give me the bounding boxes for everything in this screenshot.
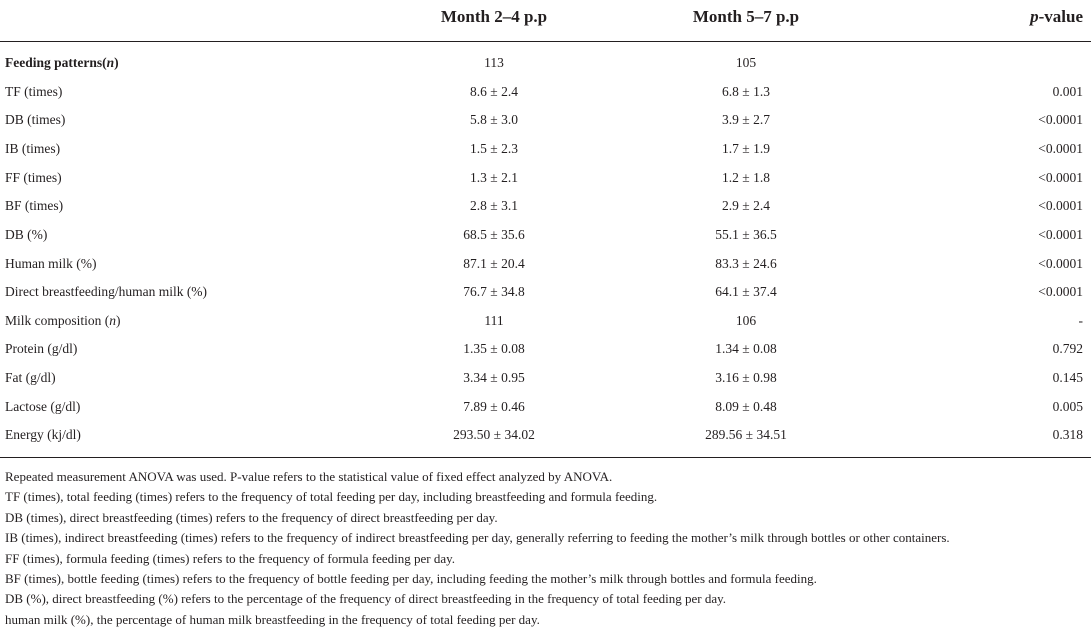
header-month-5-7: Month 5–7 p.p: [692, 7, 800, 26]
row-p-value: <0.0001: [1038, 141, 1083, 156]
row-value-2-4: 293.50 ± 34.02: [453, 427, 535, 442]
row-label: FF (times): [5, 170, 62, 185]
row-label: Fat (g/dl): [5, 370, 56, 385]
row-value-2-4: 5.8 ± 3.0: [470, 112, 518, 127]
footnote: DB (times), direct breastfeeding (times) refers to the frequency of direct breastfeeding per day.: [5, 509, 498, 525]
table-row: [0, 52, 1091, 74]
footnote: human milk (%), the percentage of human milk breastfeeding in the frequency of total feeding per day.: [5, 611, 540, 627]
row-value-5-7: 1.7 ± 1.9: [722, 141, 770, 156]
row-value-2-4: 111: [484, 313, 504, 328]
table-row: [0, 424, 1091, 446]
row-label-tail: ): [116, 313, 121, 328]
table-row: [0, 81, 1091, 103]
row-value-2-4: 8.6 ± 2.4: [470, 84, 518, 99]
footer-rule: [0, 457, 1091, 458]
footnote: TF (times), total feeding (times) refers to the frequency of total feeding per day, including breastfeeding and formula feeding.: [5, 489, 658, 505]
table-row: [0, 195, 1091, 217]
row-label: BF (times): [5, 198, 64, 213]
row-label-main: Feeding patterns(: [5, 55, 107, 70]
row-p-value: <0.0001: [1038, 256, 1083, 271]
row-label: [5, 310, 121, 332]
row-value-5-7: 105: [735, 55, 757, 70]
table-row: [0, 338, 1091, 360]
row-value-5-7: 289.56 ± 34.51: [705, 427, 787, 442]
row-p-value: <0.0001: [1038, 198, 1083, 213]
header-p-value: [1030, 2, 1083, 32]
table-row: [0, 367, 1091, 389]
footnote: DB (%), direct breastfeeding (%) refers to the percentage of the frequency of direct breastfeeding in the frequency of total feeding per day.: [5, 591, 727, 607]
header-p-rest: -value: [1038, 7, 1083, 26]
row-value-5-7: 8.09 ± 0.48: [715, 399, 777, 414]
row-p-value: <0.0001: [1038, 227, 1083, 242]
row-value-5-7: 1.2 ± 1.8: [722, 170, 770, 185]
row-value-2-4: 1.35 ± 0.08: [463, 341, 525, 356]
row-value-2-4: 1.3 ± 2.1: [470, 170, 518, 185]
row-label: Protein (g/dl): [5, 341, 78, 356]
row-label-main: Milk composition (: [5, 313, 110, 328]
table-header: [0, 2, 1091, 32]
row-label: DB (%): [5, 227, 48, 242]
row-value-2-4: 76.7 ± 34.8: [463, 284, 525, 299]
table-row: [0, 167, 1091, 189]
table-row: [0, 224, 1091, 246]
row-value-5-7: 2.9 ± 2.4: [722, 198, 770, 213]
footnote: BF (times), bottle feeding (times) refers to the frequency of bottle feeding per day, including feeding the mother’s milk through bottles and formula feeding.: [5, 571, 817, 587]
row-value-5-7: 6.8 ± 1.3: [722, 84, 770, 99]
row-value-2-4: 113: [484, 55, 504, 70]
row-label: DB (times): [5, 112, 66, 127]
table-row: [0, 396, 1091, 418]
row-label: [5, 52, 119, 74]
header-rule: [0, 41, 1091, 42]
row-value-5-7: 3.16 ± 0.98: [715, 370, 777, 385]
footnote: Repeated measurement ANOVA was used. P-value refers to the statistical value of fixed effect analyzed by ANOVA.: [5, 469, 613, 484]
footnote: FF (times), formula feeding (times) refers to the frequency of formula feeding per day.: [5, 550, 456, 566]
row-value-5-7: 3.9 ± 2.7: [722, 112, 770, 127]
row-label: Direct breastfeeding/human milk (%): [5, 284, 208, 299]
row-value-2-4: 1.5 ± 2.3: [470, 141, 518, 156]
footnote: IB (times), indirect breastfeeding (times) refers to the frequency of indirect breastfeeding per day, generally referring to feeding the mother’s milk through bottles or other containers.: [5, 530, 950, 546]
row-p-value: 0.318: [1052, 427, 1083, 442]
table-row: [0, 253, 1091, 275]
table-row: [0, 138, 1091, 160]
row-label: TF (times): [5, 84, 63, 99]
row-label: IB (times): [5, 141, 61, 156]
row-label: Energy (kj/dl): [5, 427, 81, 442]
row-label: Human milk (%): [5, 256, 97, 271]
row-value-2-4: 68.5 ± 35.6: [463, 227, 525, 242]
table-row: [0, 281, 1091, 303]
header-p-italic: p: [1030, 7, 1039, 26]
table-row: [0, 109, 1091, 131]
row-label-italic: n: [106, 55, 115, 70]
row-p-value: -: [1078, 313, 1083, 328]
row-p-value: 0.792: [1052, 341, 1083, 356]
row-p-value: <0.0001: [1038, 284, 1083, 299]
row-p-value: <0.0001: [1038, 112, 1083, 127]
header-month-2-4: Month 2–4 p.p: [440, 7, 548, 26]
row-value-5-7: 55.1 ± 36.5: [715, 227, 777, 242]
row-value-5-7: 83.3 ± 24.6: [715, 256, 777, 271]
table-row: [0, 310, 1091, 332]
row-label-tail: ): [114, 55, 119, 70]
row-p-value: 0.001: [1052, 84, 1083, 99]
row-value-2-4: 3.34 ± 0.95: [463, 370, 525, 385]
row-value-5-7: 106: [735, 313, 757, 328]
row-value-5-7: 1.34 ± 0.08: [715, 341, 777, 356]
row-value-2-4: 2.8 ± 3.1: [470, 198, 518, 213]
row-value-5-7: 64.1 ± 37.4: [715, 284, 777, 299]
table-footnotes: [5, 467, 1085, 630]
row-p-value: 0.005: [1052, 399, 1083, 414]
row-p-value: <0.0001: [1038, 170, 1083, 185]
row-value-2-4: 7.89 ± 0.46: [463, 399, 525, 414]
row-label: Lactose (g/dl): [5, 399, 81, 414]
row-p-value: 0.145: [1052, 370, 1083, 385]
row-value-2-4: 87.1 ± 20.4: [463, 256, 525, 271]
row-label-italic: n: [109, 313, 116, 328]
